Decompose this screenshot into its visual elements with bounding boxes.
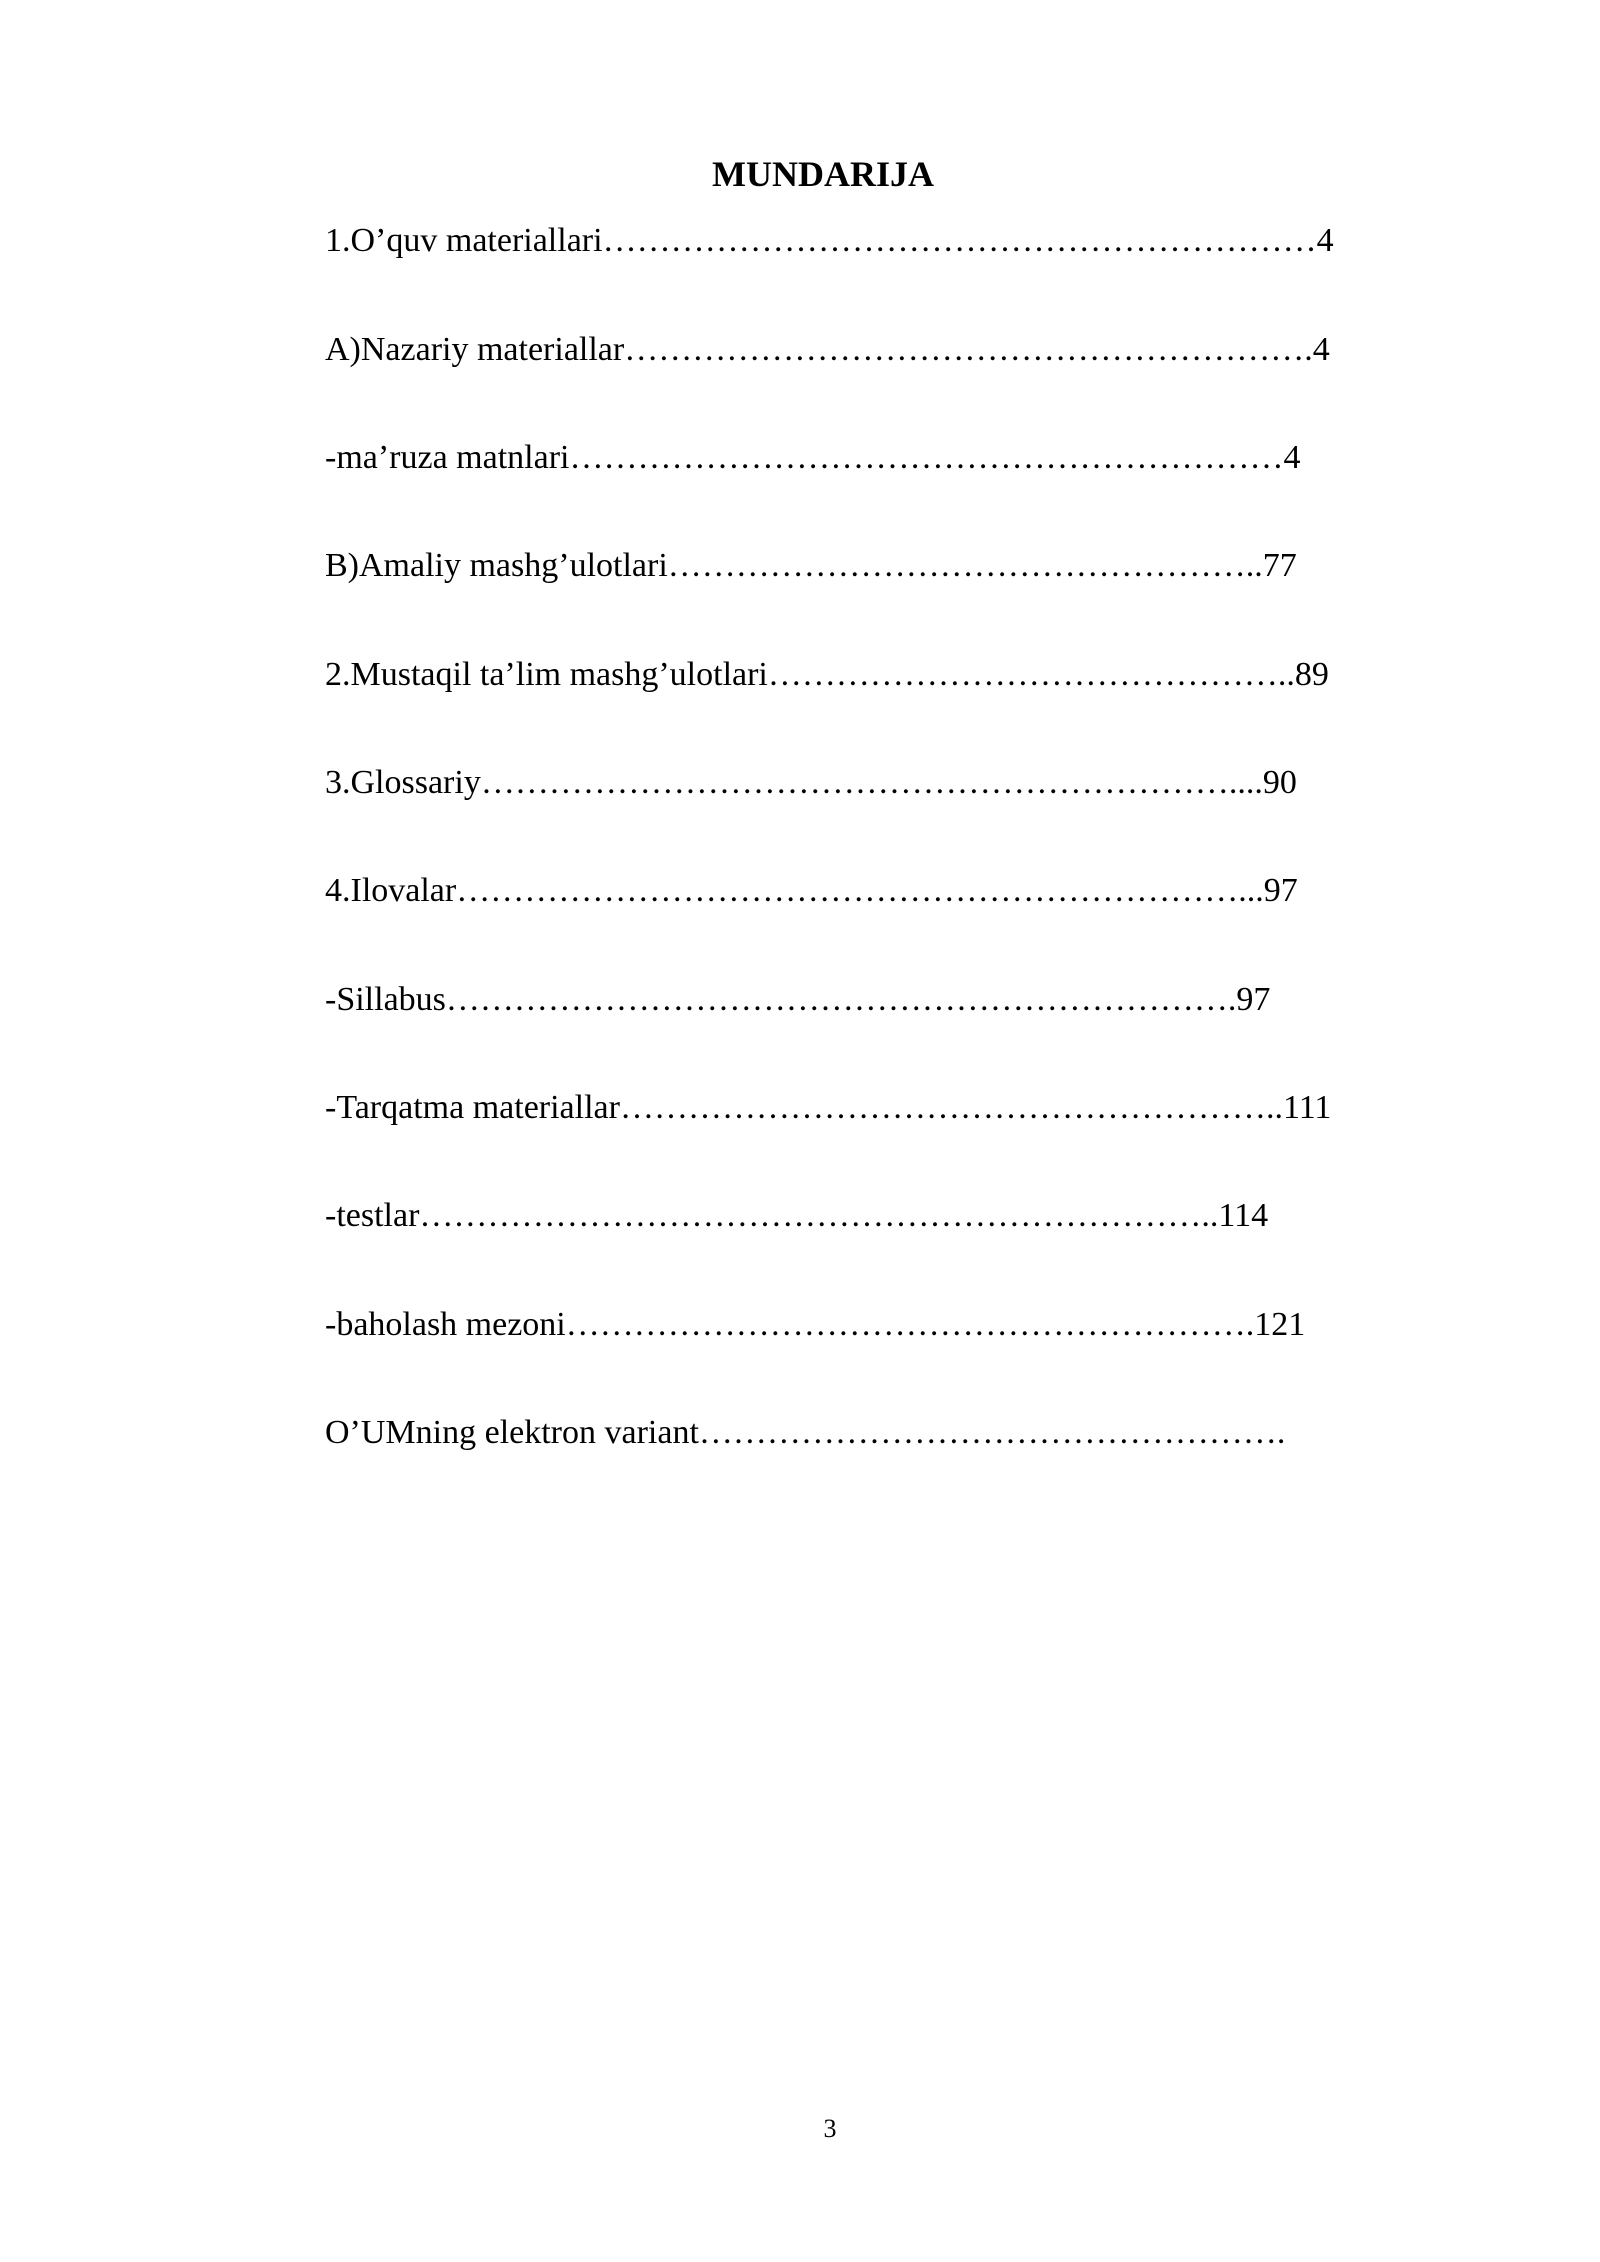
toc-title: MUNDARIJA <box>712 154 934 194</box>
toc-entry-label: A)Nazariy materiallar <box>325 331 625 368</box>
toc-entry-page: 4 <box>1316 222 1334 259</box>
toc-entry-leader: ……………………………………………………… <box>602 222 1317 259</box>
toc-entry-label: -Sillabus <box>325 981 446 1018</box>
toc-entry-label: B)Amaliy mashg’ulotlari <box>325 547 668 584</box>
toc-entry-label: 1.O’quv materiallari <box>325 222 603 259</box>
toc-entry-leader: …………………………………………………… <box>565 1306 1246 1343</box>
toc-entry-leader: …………………………………………………………… <box>445 981 1228 1018</box>
toc-entry-page: .121 <box>1245 1306 1306 1343</box>
toc-entry-page: ..77 <box>1245 547 1297 584</box>
toc-entry-label: -baholash mezoni <box>325 1306 566 1343</box>
toc-entry-page: .97 <box>1227 981 1271 1018</box>
toc-entry-page: ..89 <box>1277 656 1329 693</box>
toc-entry-leader: ………………………………………………………… <box>480 764 1229 801</box>
toc-entry-page: . <box>1276 1414 1286 1451</box>
toc-entry-leader: …………………………………………… <box>698 1414 1277 1451</box>
toc-entry-page: 4 <box>1283 439 1301 476</box>
toc-entry-leader: …………………………………………………………… <box>419 1197 1202 1234</box>
toc-entry-leader: ……………………………………………………… <box>569 439 1284 476</box>
toc-entry-page: ..114 <box>1201 1197 1269 1234</box>
toc-entry <box>325 1302 1305 1348</box>
toc-entry <box>325 218 1334 264</box>
toc-entry-page: ...97 <box>1238 872 1298 909</box>
toc-entry-label: 4.Ilovalar <box>325 872 457 909</box>
toc-entry-label: -ma’ruza matnlari <box>325 439 570 476</box>
toc-entry <box>325 435 1300 481</box>
toc-entry <box>325 868 1298 914</box>
toc-entry-label: O’UMning elektron variant <box>325 1414 699 1451</box>
toc-entry <box>325 652 1329 698</box>
toc-entry <box>325 1410 1285 1456</box>
toc-entry <box>325 977 1270 1023</box>
toc-entry-leader: ……………………………………… <box>767 656 1278 693</box>
toc-entry-label: -testlar <box>325 1197 420 1234</box>
toc-entry-page: .4 <box>1304 331 1330 368</box>
toc-entry <box>325 760 1297 806</box>
toc-entry-leader: ………………………………………………… <box>619 1089 1266 1126</box>
toc-entry <box>325 1193 1268 1239</box>
page-number: 3 <box>823 2114 837 2143</box>
toc-entry-label: 2.Mustaqil ta’lim mashg’ulotlari <box>325 656 768 693</box>
toc-entry <box>325 543 1297 589</box>
toc-entry-leader: …………………………………………………… <box>624 331 1305 368</box>
toc-entry <box>325 1085 1331 1131</box>
toc-entry-page: ....90 <box>1228 764 1297 801</box>
toc-entry-page: ..111 <box>1265 1089 1332 1126</box>
toc-entry-label: 3.Glossariy <box>325 764 481 801</box>
toc-entry <box>325 327 1330 373</box>
toc-entry-leader: …………………………………………………………… <box>456 872 1239 909</box>
toc-entry-leader: …………………………………………… <box>667 547 1246 584</box>
toc-entry-label: -Tarqatma materiallar <box>325 1089 620 1126</box>
